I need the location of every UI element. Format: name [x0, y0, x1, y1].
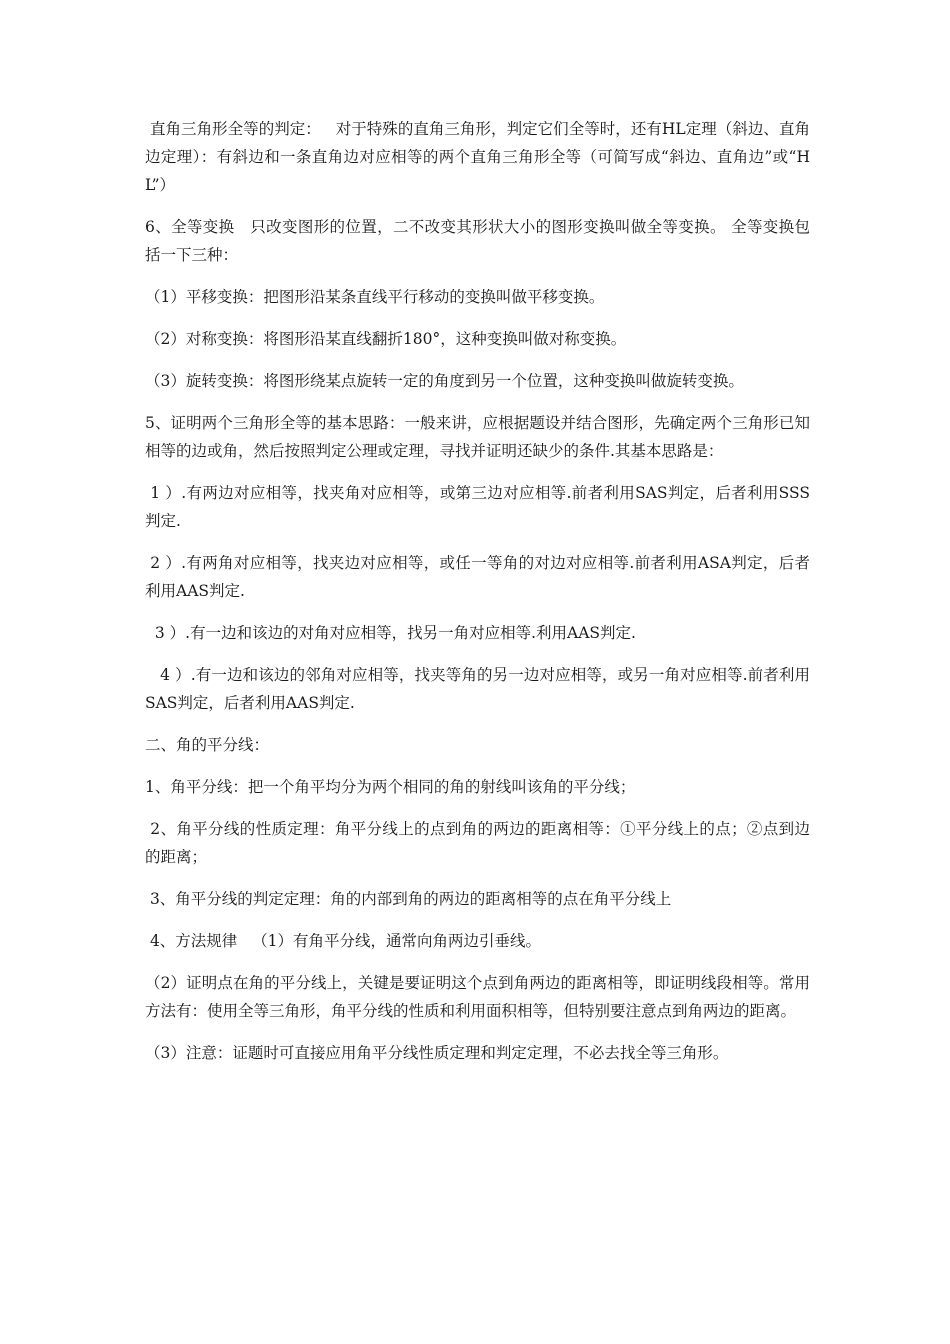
paragraph-reflection: （2）对称变换：将图形沿某直线翻折180°，这种变换叫做对称变换。 — [145, 330, 627, 348]
section-heading-angle-bisector: 二、角的平分线： — [145, 736, 270, 754]
paragraph-bisector-criterion: 3、角平分线的判定定理：角的内部到角的两边的距离相等的点在角平分线上 — [145, 890, 672, 908]
paragraph-approach-4: 4 ）.有一边和该边的邻角对应相等，找夹等角的另一边对应相等，或另一角对应相等.前者利用SAS判定，后者利用AAS判定. — [145, 666, 810, 712]
paragraph-translation: （1）平移变换：把图形沿某条直线平行移动的变换叫做平移变换。 — [145, 288, 605, 306]
paragraph-congruent-transform: 6、全等变换 只改变图形的位置，二不改变其形状大小的图形变换叫做全等变换。 全等变换包括一下三种： — [145, 218, 810, 264]
paragraph-hl-theorem: 直角三角形全等的判定： 对于特殊的直角三角形，判定它们全等时，还有HL定理（斜边、直角边定理）：有斜边和一条直角边对应相等的两个直角三角形全等（可简写成“斜边、直角边”或“HL”） — [145, 120, 810, 194]
paragraph-approach-2: 2 ）.有两角对应相等，找夹边对应相等，或任一等角的对边对应相等.前者利用ASA判定，后者利用AAS判定. — [145, 554, 810, 600]
paragraph-bisector-definition: 1、角平分线：把一个角平均分为两个相同的角的射线叫该角的平分线； — [145, 778, 636, 796]
document-body — [145, 115, 810, 1081]
paragraph-method-rule: 4、方法规律 （1）有角平分线，通常向角两边引垂线。 — [145, 932, 541, 950]
paragraph-method-3: （3）注意：证题时可直接应用角平分线性质定理和判定定理，不必去找全等三角形。 — [145, 1044, 729, 1062]
paragraph-bisector-property: 2、角平分线的性质定理：角平分线上的点到角的两边的距离相等：①平分线上的点；②点到边的距离； — [145, 820, 810, 866]
paragraph-proof-approach: 5、证明两个三角形全等的基本思路：一般来讲，应根据题设并结合图形，先确定两个三角形已知相等的边或角，然后按照判定公理或定理，寻找并证明还缺少的条件.其基本思路是： — [145, 414, 810, 460]
paragraph-approach-3: 3 ）.有一边和该边的对角对应相等，找另一角对应相等.利用AAS判定. — [145, 624, 636, 642]
paragraph-rotation: （3）旋转变换：将图形绕某点旋转一定的角度到另一个位置，这种变换叫做旋转变换。 — [145, 372, 744, 390]
paragraph-method-2: （2）证明点在角的平分线上，关键是要证明这个点到角两边的距离相等，即证明线段相等。常用方法有：使用全等三角形，角平分线的性质和利用面积相等，但特别要注意点到角两边的距离。 — [145, 974, 810, 1020]
paragraph-approach-1: 1 ）.有两边对应相等，找夹角对应相等，或第三边对应相等.前者利用SAS判定，后者利用SSS判定. — [145, 484, 810, 530]
